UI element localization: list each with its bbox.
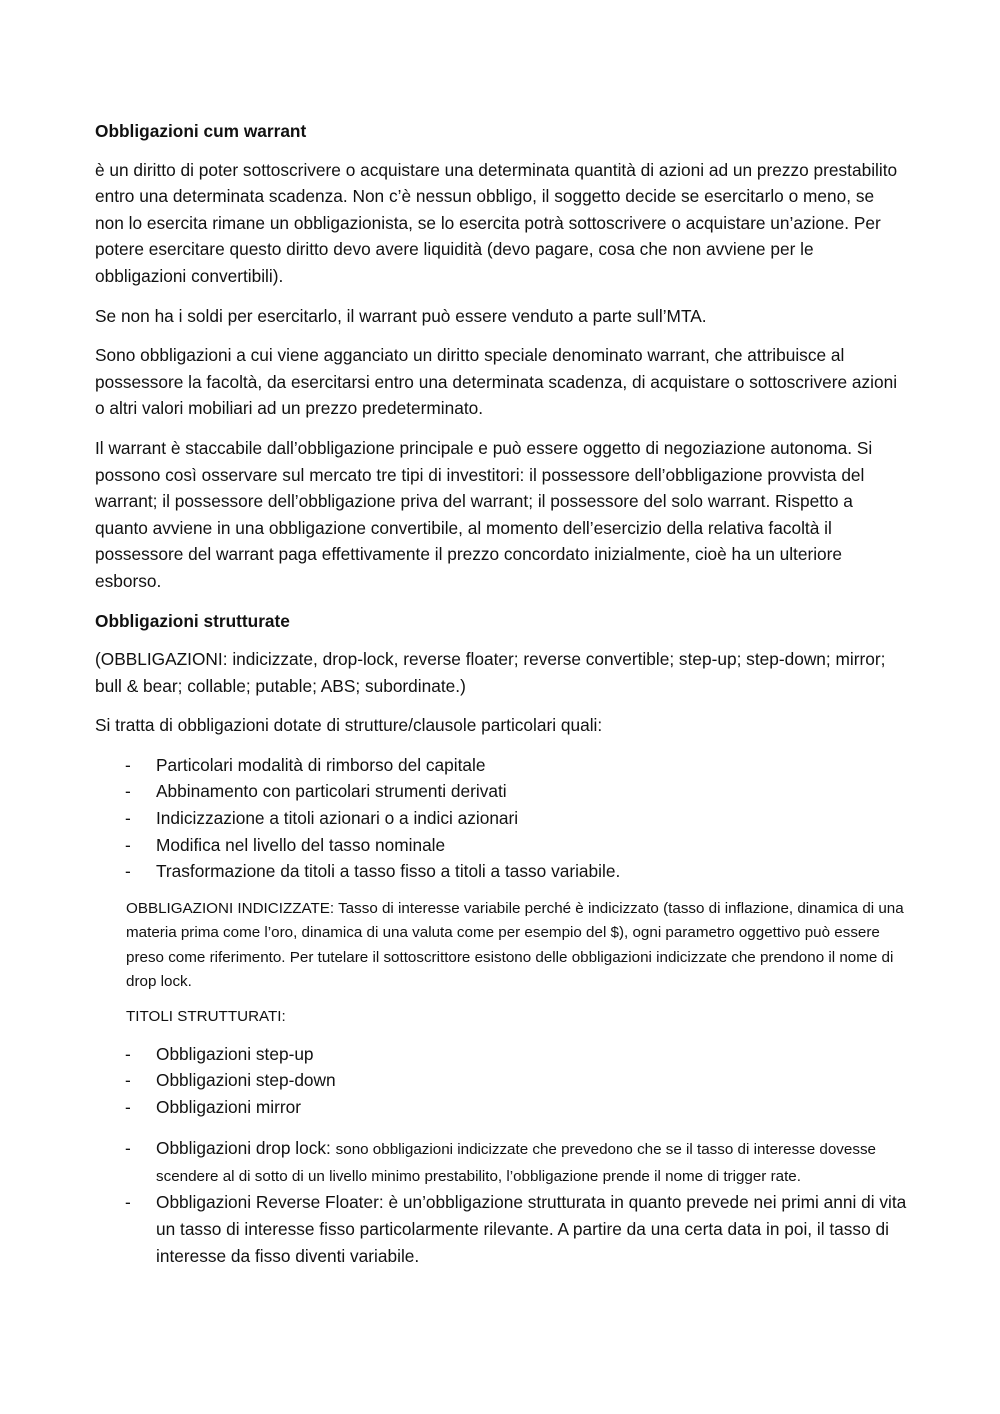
paragraph-strutturate-lead: Si tratta di obbligazioni dotate di strutture/clausole particolari quali: <box>95 715 603 736</box>
dash-marker: - <box>125 1043 131 1064</box>
section-heading-strutturate: Obbligazioni strutturate <box>95 610 290 631</box>
dash-marker: - <box>125 1137 131 1158</box>
list-item <box>95 832 907 859</box>
list-item-drop-lock <box>95 1135 907 1190</box>
spacer <box>95 1121 907 1135</box>
list-item <box>95 1094 907 1121</box>
list-item <box>95 778 907 805</box>
dash-marker: - <box>125 781 131 802</box>
list-item <box>95 858 907 885</box>
dash-marker: - <box>125 1097 131 1118</box>
dash-marker: - <box>125 1192 131 1213</box>
dash-marker: - <box>125 754 131 775</box>
section-heading-cum-warrant: Obbligazioni cum warrant <box>95 121 307 141</box>
note-obbligazioni-indicizzate: OBBLIGAZIONI INDICIZZATE: Tasso di interesse variabile perché è indicizzato (tasso di inflazione, dinamica di una materia prima come l’oro, dinamica di una valuta come per esempio del $), ogni parametro oggettivo può essere preso come riferimento. Per tutelare il sottoscrittore esistono delle obbligazioni indicizzate che prendono il nome di drop lock. <box>126 899 904 991</box>
paragraph-warrant-definition: è un diritto di poter sottoscrivere o acquistare una determinata quantità di azioni ad un prezzo prestabilito entro una determinata scadenza. Non c’è nessun obbligo, il soggetto decide se esercitarlo o meno, se non lo esercita rimane un obbligazionista, se lo esercita potrà sottoscrivere o acquistare un’azione. Per potere esercitare questo diritto devo avere liquidità (devo pagare, cosa che non avviene per le obbligazioni convertibili). <box>95 159 898 286</box>
drop-lock-description: sono obbligazioni indicizzate che prevedono che se il tasso di interesse dovesse scendere al di sotto di un livello minimo prestabilito, l’obbligazione prende il nome di trigger rate. <box>156 1140 876 1186</box>
list-item-text: Obbligazioni step-down <box>156 1070 336 1091</box>
list-item-text: Particolari modalità di rimborso del capitale <box>156 754 486 775</box>
document-page <box>95 118 907 1281</box>
list-titoli-strutturati <box>95 1041 907 1121</box>
list-item-text: Modifica nel livello del tasso nominale <box>156 834 446 855</box>
list-item <box>95 1067 907 1094</box>
list-item <box>95 1041 907 1068</box>
paragraph-warrant-sale: Se non ha i soldi per esercitarlo, il warrant può essere venduto a parte sull’MTA. <box>95 305 707 326</box>
list-item <box>95 752 907 779</box>
paragraph-warrant-description: Sono obbligazioni a cui viene agganciato un diritto speciale denominato warrant, che attribuisce al possessore la facoltà, da esercitarsi entro una determinata scadenza, di acquistare o sottoscrivere azioni o altri valori mobiliari ad un prezzo predeterminato. <box>95 345 898 419</box>
list-item-text: Obbligazioni step-up <box>156 1043 314 1064</box>
list-item-text: Obbligazioni mirror <box>156 1097 302 1118</box>
paragraph-warrant-detachable: Il warrant è staccabile dall’obbligazione principale e può essere oggetto di negoziazione autonoma. Si possono così osservare sul mercato tre tipi di investitori: il possessore dell’obbligazione provvista del warrant; il possessore dell’obbligazione priva del warrant; il possessore del solo warrant. Rispetto a quanto avviene in una obbligazione convertibile, al momento dell’esercizio della relativa facoltà il possessore del warrant paga effettivamente il prezzo concordato inizialmente, cioè ha un ulteriore esborso. <box>95 437 873 591</box>
paragraph-strutturate-types: (OBBLIGAZIONI: indicizzate, drop-lock, reverse floater; reverse convertible; step-up; step-down; mirror; bull & bear; collable; putable; ABS; subordinate.) <box>95 649 886 696</box>
dash-marker: - <box>125 834 131 855</box>
dash-marker: - <box>125 861 131 882</box>
dash-marker: - <box>125 808 131 829</box>
list-item-text: Indicizzazione a titoli azionari o a indici azionari <box>156 808 519 829</box>
drop-lock-title: Obbligazioni drop lock: <box>156 1137 331 1158</box>
list-item-reverse-floater <box>95 1189 907 1269</box>
list-obbligazioni-speciali <box>95 1135 907 1270</box>
list-item-text: Trasformazione da titoli a tasso fisso a titoli a tasso variabile. <box>156 861 621 882</box>
list-item <box>95 805 907 832</box>
reverse-floater-text: Obbligazioni Reverse Floater: è un’obbligazione strutturata in quanto prevede nei primi anni di vita un tasso di interesse fisso particolarmente rilevante. A partire da una certa data in poi, il tasso di interesse da fisso diventi variabile. <box>156 1192 907 1266</box>
label-titoli-strutturati: TITOLI STRUTTURATI: <box>126 1008 286 1026</box>
list-clausole <box>95 752 907 885</box>
dash-marker: - <box>125 1070 131 1091</box>
list-item-text: Abbinamento con particolari strumenti derivati <box>156 781 507 802</box>
